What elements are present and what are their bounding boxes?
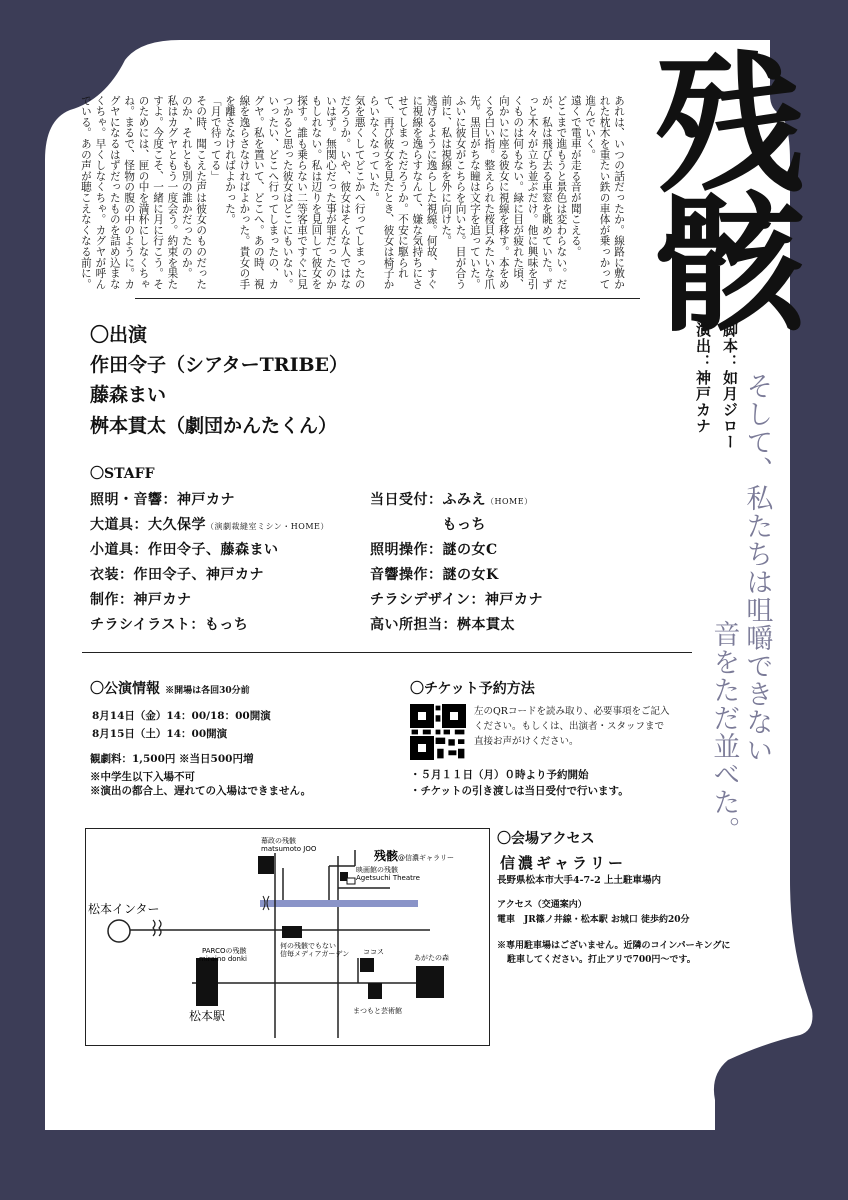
map-venue: 残骸 (374, 849, 399, 863)
staff-heading: 〇STAFF (90, 466, 155, 482)
ticket-heading: 〇チケット予約方法 (410, 681, 535, 697)
venue-name: 信濃ギャラリー (500, 854, 627, 872)
story-paragraph: 「月で待ってる」 (209, 95, 222, 182)
map-landmark: あがたの森 (414, 954, 449, 962)
map-landmark: 幕政の残骸 (261, 837, 296, 845)
story-divider (135, 298, 640, 299)
ticket-item: ・チケットの引き渡しは当日受付で行います。 (410, 785, 629, 797)
staff-item: 照明操作：謎の女C (370, 542, 498, 558)
cast-member: 桝本貫太（劇団かんたくん） (90, 415, 338, 437)
venue-address: 長野県松本市大手4-7-2 上土駐車場内 (497, 875, 662, 886)
tagline-line-2: 音をただ並べた。 (708, 620, 740, 844)
cast-member: 藤森まい (90, 384, 167, 406)
map-landmark: ココス (363, 948, 384, 956)
venue-heading: 〇会場アクセス (497, 831, 595, 847)
map-landmark: まつもと芸術館 (353, 1007, 402, 1015)
map-landmark: 何の残骸でもない (280, 942, 336, 950)
story-paragraph: 遠くで電車が走る音が聞こえる。 (569, 95, 582, 257)
story-paragraph: 気を悪くしてどこかへ行ってしまったのだろうか。いや、彼女はそんな人ではないはず。無関心だった事が罪だったのかもしれない。私は辺りを見回して彼女を探す。誰も乗らない二等客車ですぐに見つかると思った彼女はどこにもいない。いったい、どこへ行ってしまったの、カグヤ。私を置いて、どこへ。あの時、視線を逸らさなければよかった。貴女の手を離さなければよかった。 (224, 95, 366, 290)
cast-heading: 〇出演 (90, 324, 148, 346)
title-char-1: 残 (655, 37, 806, 213)
staff-item: チラシデザイン：神戸カナ (370, 592, 544, 608)
story-paragraph: 逃げるように逸らした視線。何故、すぐに視線を逸らすなんて、嫌な気持ちにさせてしまっただろうか。不安に駆られて、再び彼女を見たとき、彼女は椅子からいなくなっていた。 (368, 95, 438, 290)
performance-note: ※開場は各回30分前 (165, 686, 250, 696)
performance-date: 8月14日（金）14：00/18：00開演 (92, 710, 271, 722)
map-landmark: matsumoto JOO (261, 845, 317, 853)
tagline-line-1: そして、私たちは咀嚼できない (741, 372, 773, 764)
map-landmark: miraino donki (199, 955, 247, 963)
staff-item: もっち (370, 517, 486, 533)
story-paragraph: 私はカグヤともう一度会う。約束を果たすよ。今度こそ、一緒に月に行こう。そのためには、匣の中を満杯にしなくちゃね。まるで、怪物の腹の中のように。カグヤになるはずだったものを詰め込まなくちゃ。早くしなくちゃ。カグヤが呼んでいる。あの声が聴こえなくなる前に。 (79, 95, 179, 290)
interchange-marker (108, 920, 130, 942)
map-interchange: 松本インター (88, 902, 160, 916)
parking-note: ※専用駐車場はございません。近隣のコインパーキングに (497, 941, 731, 951)
staff-item: 照明・音響：神戸カナ (90, 492, 235, 508)
performance-note-line: ※中学生以下入場不可 (90, 771, 195, 783)
performance-price: 観劇料：1,500円 ※当日500円増 (90, 753, 254, 765)
map-landmark: 信毎メディアガーデン (280, 950, 350, 958)
staff-item: 衣装：作田令子、神戸カナ (90, 567, 264, 583)
story-paragraph: その時、聞こえた声は彼女のものだったのか、それとも別の誰かだったのか。 (180, 95, 208, 290)
story-paragraph: どこまで進もうと景色は変わらない。だが、私は飛び去る車窓を眺めていた。ずっと木々が立ち並ぶだけ。他に興味を引くものは何もない。緑に目が疲れた頃、向かいに座る彼女に視線を移す。本をめくる白い指。整えられた桜貝みたいな爪先。黒目がちな瞳は文字を追っていた。ふいに彼女がこちらを向いた。目が合う前に、私は視線を外に向けた。 (440, 95, 568, 290)
staff-divider (82, 652, 692, 653)
ticket-description: 左のQRコードを読み取り、必要事項をご記入 ください。もしくは、出演者・スタッフまで 直接お声がけください。 (474, 706, 670, 747)
access-heading: アクセス（交通案内） (497, 900, 587, 910)
ticket-item: ・５月１１日（月）０時より予約開始 (410, 769, 589, 781)
staff-item: 小道具：作田令子、藤森まい (90, 542, 279, 558)
story-paragraph: あれは、いつの話だったか。線路に敷かれた枕木を重たい鉄の車体が乗っかって進んでいく。 (584, 95, 625, 290)
qr-code-icon[interactable] (410, 704, 466, 760)
performance-heading-row (90, 678, 250, 698)
map-venue-sub: @信濃ギャラリー (398, 854, 454, 862)
performance-heading: 〇公演情報 (90, 681, 160, 697)
map-landmark: PARCOの残骸 (202, 947, 247, 955)
staff-item: 高い所担当：桝本貫太 (370, 617, 515, 633)
title-char-2: 骸 (655, 177, 806, 353)
staff-item: チラシイラスト：もっち (90, 617, 249, 633)
performance-date: 8月15日（土）14：00開演 (92, 728, 228, 740)
script-credit: 脚本：如月ジロー (721, 322, 739, 450)
map-landmark: 映画館の残骸 (356, 866, 398, 874)
access-map (85, 828, 490, 1046)
director-credit: 演出：神戸カナ (694, 322, 712, 434)
staff-item: 大道具：大久保学（演劇裁縫室ミシン・HOME） (90, 517, 329, 533)
staff-item: 当日受付：ふみえ（HOME） (370, 492, 533, 508)
staff-item: 音響操作：謎の女K (370, 567, 499, 583)
performance-note-line: ※演出の都合上、遅れての入場はできません。 (90, 785, 312, 797)
river (260, 900, 418, 907)
cast-member: 作田令子（シアターTRIBE） (90, 354, 349, 376)
story-text (79, 95, 626, 290)
access-route: 電車 JR篠ノ井線・松本駅 お城口 徒歩約20分 (497, 915, 690, 925)
parking-note: 駐車してください。打止アリで700円〜です。 (507, 955, 696, 965)
staff-item: 制作：神戸カナ (90, 592, 192, 608)
map-landmark: Agetsuchi Theatre (356, 874, 420, 882)
map-station: 松本駅 (189, 1009, 226, 1023)
